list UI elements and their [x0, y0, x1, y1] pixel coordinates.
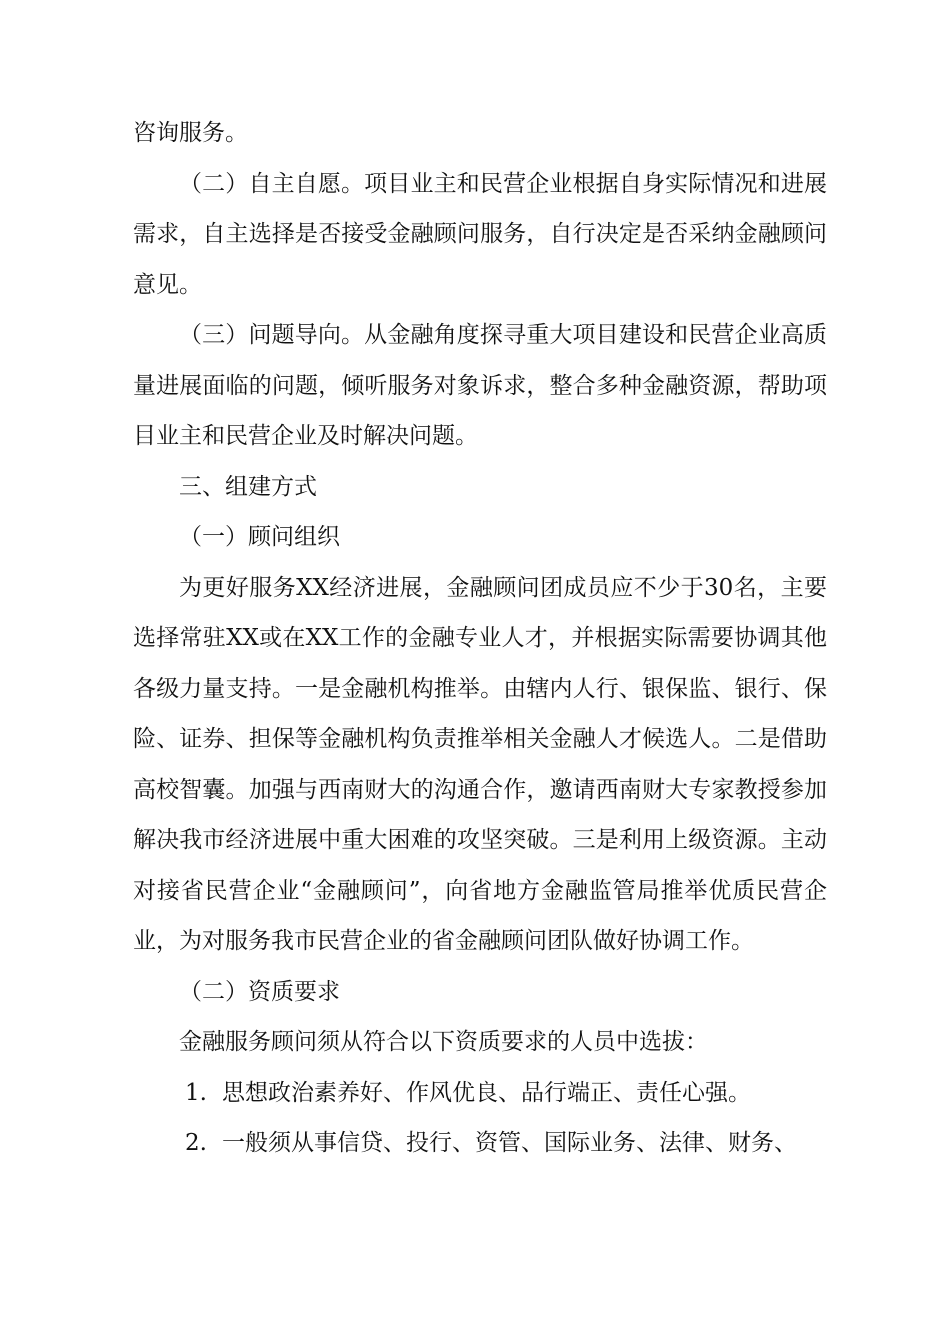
list-item-number: 1.: [185, 1079, 207, 1106]
section-heading-formation: 三、组建方式: [179, 473, 317, 500]
list-item-number: 2.: [185, 1130, 207, 1156]
document-page: [133, 108, 827, 1169]
paragraph-organization: 为更好服务XX经济进展，金融顾问团成员应不少于30名，主要选择常驻XX或在XX工作的金融专业人才，并根据实际需要协调其他各级力量支持。一是金融机构推举。由辖内人行、银保监、银行、保险、证券、担保等金融机构负责推举相关金融人才候选人。二是借助高校智囊。加强与西南财大的沟通合作，邀请西南财大专家教授参加解决我市经济进展中重大困难的攻坚突破。三是利用上级资源。主动对接省民营企业“金融顾问”，向省地方金融监管局推举优质民营企业，为对服务我市民营企业的省金融顾问团队做好协调工作。: [133, 574, 827, 954]
paragraph-voluntary: （二）自主自愿。项目业主和民营企业根据自身实际情况和进展需求，自主选择是否接受金融顾问服务，自行决定是否采纳金融顾问意见。: [133, 170, 827, 298]
list-item: [133, 1068, 827, 1119]
list-item: [133, 1118, 827, 1169]
paragraph-continuation: 咨询服务。: [133, 120, 248, 146]
subheading-organization: （一）顾问组织: [179, 524, 340, 550]
paragraph-problem-oriented: （三）问题导向。从金融角度探寻重大项目建设和民营企业高质量进展面临的问题，倾听服务对象诉求，整合多种金融资源，帮助项目业主和民营企业及时解决问题。: [133, 322, 827, 449]
paragraph-qualification-intro: 金融服务顾问须从符合以下资质要求的人员中选拔：: [179, 1029, 708, 1055]
list-item-text: 思想政治素养好、作风优良、品行端正、责任心强。: [222, 1079, 751, 1106]
subheading-qualification: （二）资质要求: [179, 978, 340, 1005]
list-item-text: 一般须从事信贷、投行、资管、国际业务、法律、财务、: [222, 1130, 797, 1156]
